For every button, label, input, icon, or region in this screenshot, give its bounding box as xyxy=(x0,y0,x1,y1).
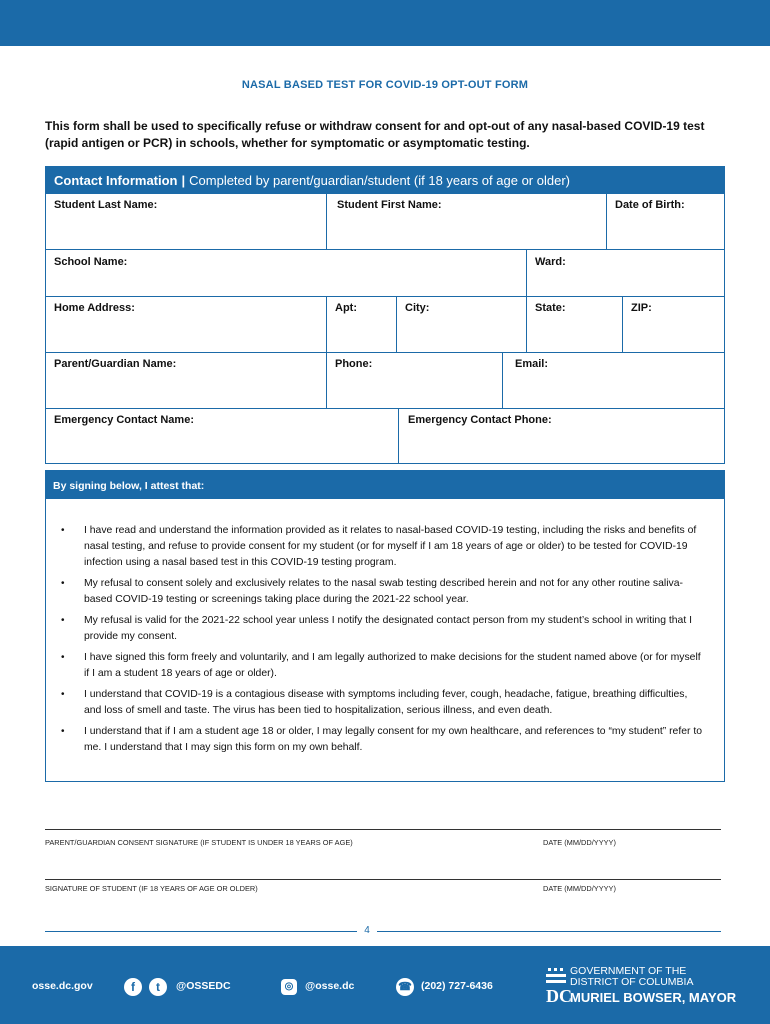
school-name-label: School Name: xyxy=(54,256,128,268)
school-name-field[interactable] xyxy=(46,250,527,297)
parent-guardian-name-label: Parent/Guardian Name: xyxy=(54,358,177,370)
gov-line-3: MURIEL BOWSER, MAYOR xyxy=(570,990,737,1005)
attestation-header: By signing below, I attest that: xyxy=(46,471,724,499)
student-first-name-field[interactable] xyxy=(327,194,607,250)
bullet-icon: • xyxy=(61,689,65,700)
footer-instagram-handle[interactable]: @osse.dc xyxy=(305,980,355,992)
student-last-name-label: Student Last Name: xyxy=(54,199,158,211)
attestation-text: My refusal to consent solely and exclusively relates to the nasal swab testing described herein and not for any other routine saliva-based COVID-19 testing or screenings taking place during the 2021-22 school year. xyxy=(84,578,683,605)
city-field[interactable] xyxy=(397,297,527,353)
parent-guardian-name-field[interactable] xyxy=(46,353,327,409)
student-last-name-field[interactable] xyxy=(46,194,327,250)
zip-field[interactable] xyxy=(623,297,724,353)
attestation-text: I understand that COVID-19 is a contagious disease with symptoms including fever, cough, headache, fatigue, breathing difficulties, and loss of smell and taste. The virus has been tied to hospitalization, serious illness, and even death. xyxy=(84,689,688,716)
apt-label: Apt: xyxy=(335,302,357,314)
phone-icon: ☎ xyxy=(396,978,414,996)
phone-field[interactable] xyxy=(327,353,503,409)
attestation-text: I have read and understand the information provided as it relates to nasal-based COVID-19 testing, including the risks and benefits of nasal testing, and refuse to provide consent for my student (or for myself if I am 18 years of age or older) to be tested for COVID-19 infection using a nasal based test in this COVID-19 testing program. xyxy=(84,525,697,568)
attestation-text: My refusal is valid for the 2021-22 school year unless I notify the designated contact person from my student’s school in writing that I provide my consent. xyxy=(84,615,692,642)
date-of-birth-label: Date of Birth: xyxy=(615,199,685,211)
footer xyxy=(0,946,770,1024)
contact-section-header xyxy=(46,167,724,194)
footer-social-handle[interactable]: @OSSEDC xyxy=(176,980,231,992)
attestation-item xyxy=(46,613,724,645)
parent-signature-label: PARENT/GUARDIAN CONSENT SIGNATURE (IF STUDENT IS UNDER 18 YEARS OF AGE) xyxy=(45,838,353,847)
attestation-item xyxy=(46,650,724,682)
twitter-icon[interactable]: t xyxy=(149,978,167,996)
top-banner xyxy=(0,0,770,46)
bullet-icon: • xyxy=(61,652,65,663)
phone-label: Phone: xyxy=(335,358,373,370)
date-of-birth-field[interactable] xyxy=(607,194,724,250)
attestation-item xyxy=(46,687,724,719)
dc-government-logo xyxy=(546,966,746,1006)
student-signature-label: SIGNATURE OF STUDENT (IF 18 YEARS OF AGE OR OLDER) xyxy=(45,884,258,893)
bullet-icon: • xyxy=(61,525,65,536)
attestation-section xyxy=(45,470,725,782)
gov-line-1: GOVERNMENT OF THE xyxy=(570,965,687,977)
bullet-icon: • xyxy=(61,578,65,589)
parent-date-label: DATE (MM/DD/YYYY) xyxy=(543,838,616,847)
bullet-icon: • xyxy=(61,615,65,626)
dc-flag-icon xyxy=(546,968,566,986)
state-field[interactable] xyxy=(527,297,623,353)
city-label: City: xyxy=(405,302,430,314)
attestation-item xyxy=(46,576,724,608)
zip-label: ZIP: xyxy=(631,302,652,314)
state-label: State: xyxy=(535,302,566,314)
attestation-text: I understand that if I am a student age 18 or older, I may legally consent for my own healthcare, and references to “my student” refer to me. I understand that I may sign this form on my own behalf. xyxy=(84,726,702,753)
emergency-contact-name-label: Emergency Contact Name: xyxy=(54,414,194,426)
student-first-name-label: Student First Name: xyxy=(337,199,442,211)
bullet-icon: • xyxy=(61,726,65,737)
email-field[interactable] xyxy=(503,353,724,409)
home-address-label: Home Address: xyxy=(54,302,135,314)
footer-website-link[interactable]: osse.dc.gov xyxy=(32,980,93,992)
contact-header-separator: | xyxy=(181,173,186,188)
attestation-list xyxy=(46,523,724,761)
home-address-field[interactable] xyxy=(46,297,327,353)
apt-field[interactable] xyxy=(327,297,397,353)
facebook-icon[interactable]: f xyxy=(124,978,142,996)
emergency-contact-name-field[interactable] xyxy=(46,409,399,463)
page-number-divider xyxy=(45,931,721,932)
email-label: Email: xyxy=(515,358,549,370)
page-number: 4 xyxy=(357,925,377,936)
dc-mark: DC xyxy=(546,986,572,1006)
ward-field[interactable] xyxy=(527,250,724,297)
attestation-item xyxy=(46,523,724,571)
attestation-item xyxy=(46,724,724,756)
ward-label: Ward: xyxy=(535,256,566,268)
contact-information-section xyxy=(45,166,725,464)
student-signature-line[interactable] xyxy=(45,879,721,880)
gov-line-2: DISTRICT OF COLUMBIA xyxy=(570,976,694,988)
instagram-icon[interactable]: ◎ xyxy=(281,979,297,995)
contact-header-subtitle: Completed by parent/guardian/student (if 18 years of age or older) xyxy=(189,173,570,188)
form-intro: This form shall be used to specifically refuse or withdraw consent for and opt-out of any nasal-based COVID-19 test (rapid antigen or PCR) in schools, whether for symptomatic or asymptomatic testing. xyxy=(45,119,705,150)
student-date-label: DATE (MM/DD/YYYY) xyxy=(543,884,616,893)
parent-signature-line[interactable] xyxy=(45,829,721,830)
emergency-contact-phone-field[interactable] xyxy=(399,409,724,463)
attestation-text: I have signed this form freely and voluntarily, and I am legally authorized to make decisions for the student named above (or for myself if I am a student 18 years of age or older). xyxy=(84,652,701,679)
footer-phone[interactable]: (202) 727-6436 xyxy=(421,980,493,992)
form-title: NASAL BASED TEST FOR COVID-19 OPT-OUT FORM xyxy=(241,79,529,91)
contact-header-title: Contact Information xyxy=(54,173,178,188)
emergency-contact-phone-label: Emergency Contact Phone: xyxy=(408,414,552,426)
